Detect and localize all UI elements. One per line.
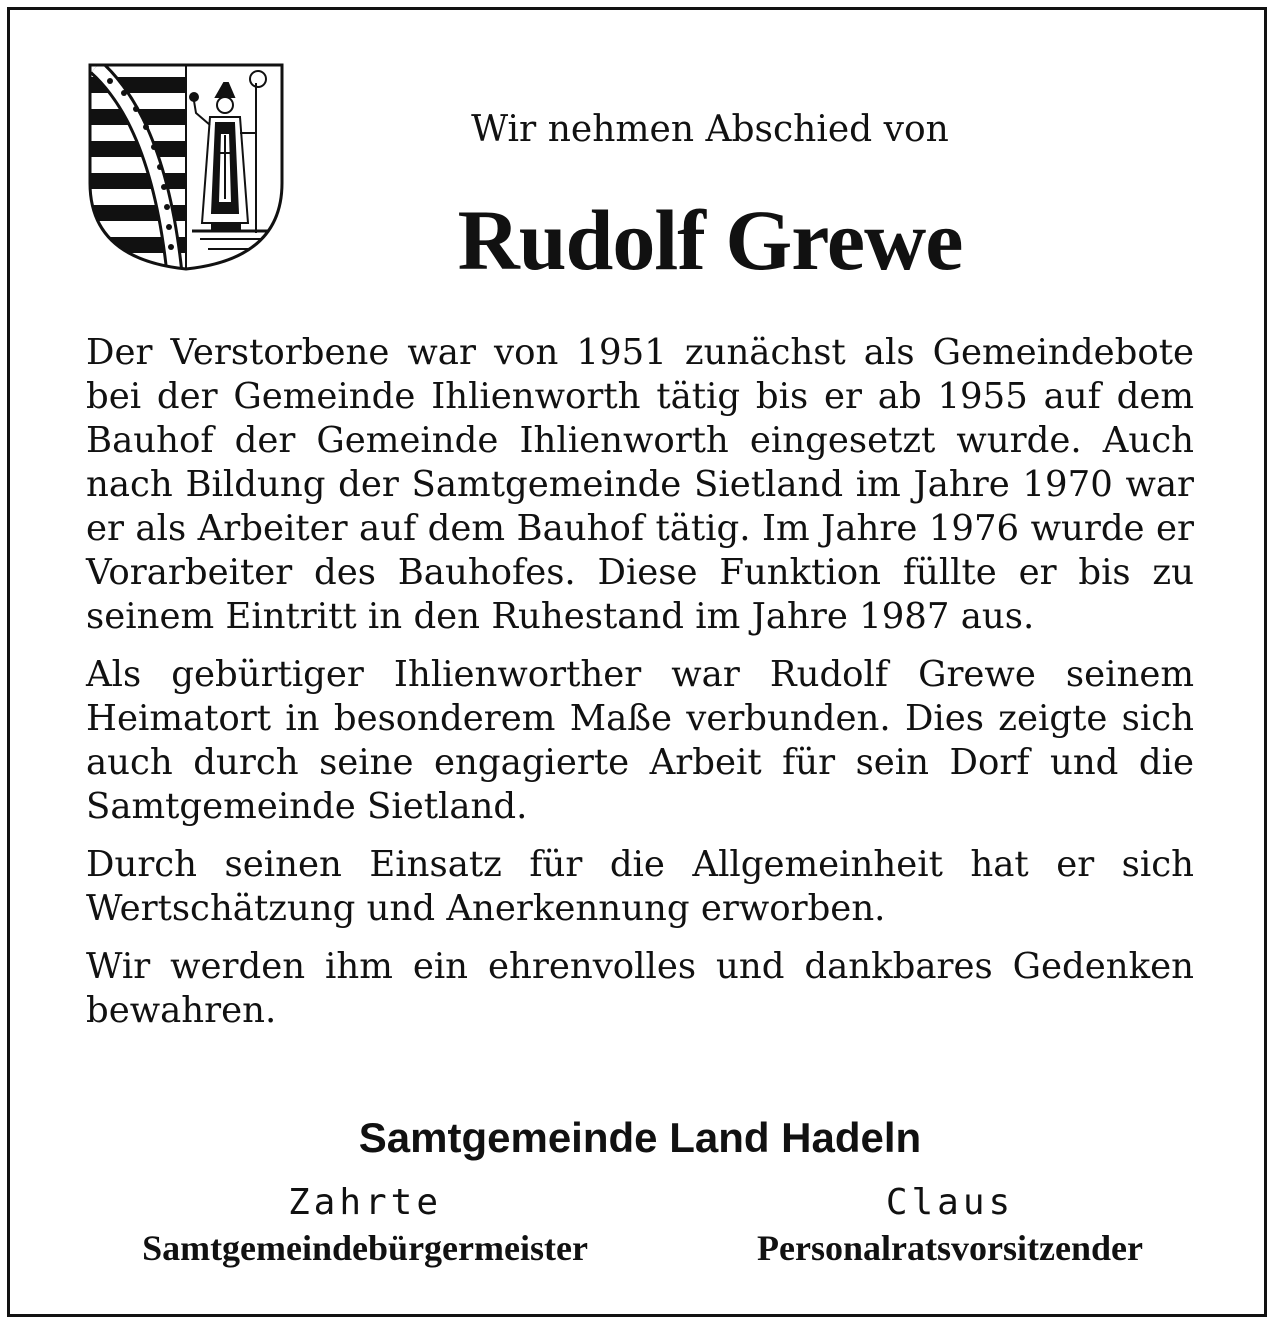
organization-name: Samtgemeinde Land Hadeln	[358, 1114, 922, 1161]
intro-line: Wir nehmen Abschied von	[471, 109, 949, 150]
deceased-name: Rudolf Grewe	[457, 192, 963, 288]
signatory-title: Personalratsvorsitzender	[757, 1228, 1143, 1268]
signatory-name: Zahrte	[287, 1182, 443, 1223]
coat-of-arms-icon	[88, 63, 284, 271]
signatory-title: Samtgemeindebürgermeister	[142, 1228, 588, 1268]
signature-left	[90, 1180, 640, 1270]
signatory-name: Claus	[885, 1182, 1015, 1223]
notice-body	[86, 331, 1194, 1047]
paragraph: Der Verstorbene war von 1951 zunächst als Gemeindebote bei der Gemeinde Ihlienworth tätig bis er ab 1955 auf dem Bauhof der Gemeinde Ihlienworth eingesetzt wurde. Auch nach Bildung der Samtgemeinde Sietland im Jahre 1970 war er als Arbeiter auf dem Bauhof tätig. Im Jahre 1976 wurde er Vorarbeiter des Bauhofes. Diese Funktion füllte er bis zu seinem Eintritt in den Ruhestand im Jahre 1987 aus.	[86, 332, 1194, 637]
paragraph: Wir werden ihm ein ehrenvolles und dankbares Gedenken bewahren.	[86, 946, 1194, 1031]
paragraph: Als gebürtiger Ihlienworther war Rudolf Grewe seinem Heimatort in besonderem Maße verbunden. Dies zeigte sich auch durch seine engagierte Arbeit für sein Dorf und die Samtgemeinde Sietland.	[86, 654, 1194, 827]
paragraph: Durch seinen Einsatz für die Allgemeinheit hat er sich Wertschätzung und Anerkennung erworben.	[86, 844, 1194, 929]
signature-right	[700, 1180, 1200, 1270]
